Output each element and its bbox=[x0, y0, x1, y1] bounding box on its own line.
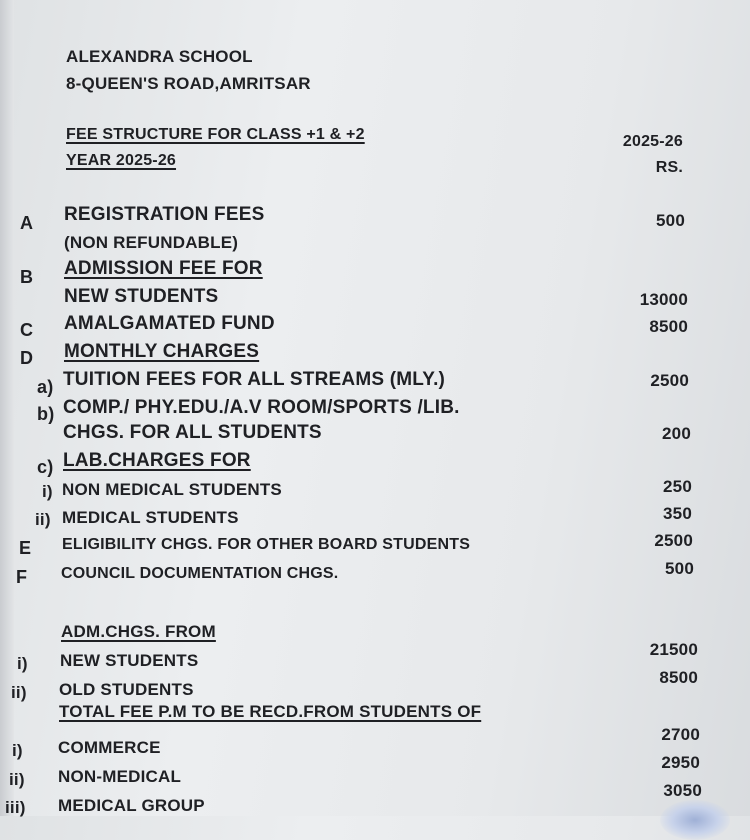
item-e-label: ELIGIBILITY CHGS. FOR OTHER BOARD STUDENTS bbox=[62, 536, 471, 553]
item-da-amount: 2500 bbox=[650, 371, 689, 390]
item-b-label-2: NEW STUDENTS bbox=[64, 286, 219, 307]
item-da-label: TUITION FEES FOR ALL STREAMS (MLY.) bbox=[63, 369, 446, 390]
total-iii-amount: 3050 bbox=[663, 781, 702, 800]
adm-i-label: NEW STUDENTS bbox=[60, 651, 199, 670]
fee-structure-year: YEAR 2025-26 bbox=[66, 152, 177, 169]
item-db-mark: b) bbox=[37, 404, 55, 424]
item-b-amount: 13000 bbox=[639, 290, 688, 309]
item-dci-amount: 250 bbox=[663, 477, 692, 496]
adm-heading: ADM.CHGS. FROM bbox=[61, 622, 216, 641]
item-b-letter: B bbox=[20, 267, 34, 287]
adm-ii-mark: ii) bbox=[11, 683, 27, 702]
item-c-label: AMALGAMATED FUND bbox=[64, 313, 275, 334]
item-f-amount: 500 bbox=[665, 559, 694, 578]
item-dci-label: NON MEDICAL STUDENTS bbox=[62, 480, 282, 499]
item-f-label: COUNCIL DOCUMENTATION CHGS. bbox=[61, 565, 339, 582]
item-e-letter: E bbox=[19, 538, 32, 558]
item-c-amount: 8500 bbox=[649, 317, 688, 336]
total-ii-amount: 2950 bbox=[661, 753, 700, 772]
total-ii-mark: ii) bbox=[9, 770, 25, 789]
ink-stamp-mark bbox=[660, 800, 730, 840]
total-i-amount: 2700 bbox=[661, 725, 700, 744]
column-year: 2025-26 bbox=[622, 133, 683, 150]
adm-i-amount: 21500 bbox=[649, 640, 698, 659]
item-d-label: MONTHLY CHARGES bbox=[64, 341, 260, 362]
item-a-amount: 500 bbox=[656, 211, 685, 230]
item-a-label: REGISTRATION FEES bbox=[64, 204, 265, 225]
adm-i-mark: i) bbox=[17, 654, 28, 673]
item-e-amount: 2500 bbox=[654, 531, 693, 550]
item-db-label-2: CHGS. FOR ALL STUDENTS bbox=[63, 422, 322, 443]
total-heading: TOTAL FEE P.M TO BE RECD.FROM STUDENTS OF bbox=[59, 702, 482, 721]
item-a-letter: A bbox=[20, 213, 34, 233]
column-currency: RS. bbox=[655, 159, 683, 176]
item-dcii-mark: ii) bbox=[35, 510, 51, 529]
item-dc-label: LAB.CHARGES FOR bbox=[63, 450, 251, 471]
item-b-label: ADMISSION FEE FOR bbox=[64, 258, 263, 279]
total-iii-label: MEDICAL GROUP bbox=[58, 796, 205, 815]
school-address: 8-QUEEN'S ROAD,AMRITSAR bbox=[66, 74, 311, 93]
fee-structure-title: FEE STRUCTURE FOR CLASS +1 & +2 bbox=[66, 126, 365, 143]
item-db-label: COMP./ PHY.EDU./A.V ROOM/SPORTS /LIB. bbox=[63, 397, 460, 418]
item-a-note: (NON REFUNDABLE) bbox=[64, 233, 239, 252]
total-i-label: COMMERCE bbox=[58, 738, 161, 757]
total-i-mark: i) bbox=[12, 741, 23, 760]
total-iii-mark: iii) bbox=[5, 798, 26, 817]
item-da-mark: a) bbox=[37, 377, 54, 397]
item-f-letter: F bbox=[16, 567, 28, 587]
item-c-letter: C bbox=[20, 320, 34, 340]
total-ii-label: NON-MEDICAL bbox=[58, 767, 182, 786]
item-dc-mark: c) bbox=[37, 457, 54, 477]
item-db-amount: 200 bbox=[662, 424, 691, 443]
adm-ii-amount: 8500 bbox=[659, 668, 698, 687]
item-dcii-amount: 350 bbox=[663, 504, 692, 523]
item-d-letter: D bbox=[20, 348, 34, 368]
item-dcii-label: MEDICAL STUDENTS bbox=[62, 508, 239, 527]
item-dci-mark: i) bbox=[42, 482, 53, 501]
adm-ii-label: OLD STUDENTS bbox=[59, 680, 194, 699]
school-name: ALEXANDRA SCHOOL bbox=[66, 47, 253, 66]
